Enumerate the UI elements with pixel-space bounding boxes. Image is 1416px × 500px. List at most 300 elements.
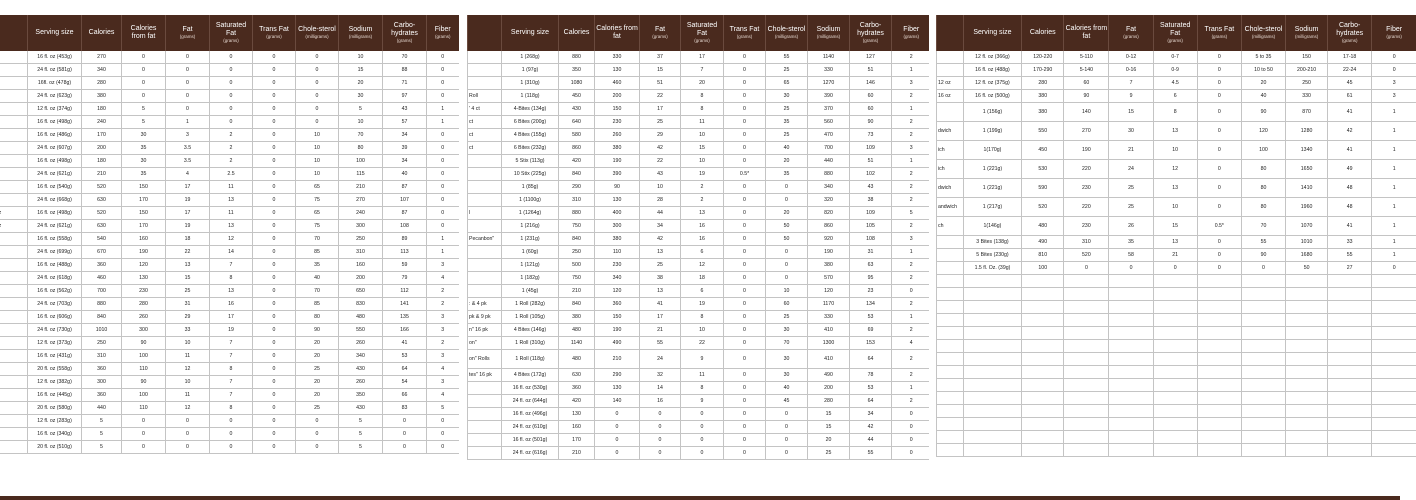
nutrient-value-cell bbox=[1153, 327, 1197, 340]
nutrient-value-cell: 80 bbox=[1241, 179, 1285, 198]
nutrient-value-cell: 380 bbox=[82, 90, 122, 103]
nutrient-value-cell: 51 bbox=[850, 64, 892, 77]
table-row bbox=[937, 198, 1416, 217]
nutrient-value-cell: 20 bbox=[1241, 77, 1285, 90]
table-row bbox=[937, 366, 1416, 379]
nutrient-value-cell: 0 bbox=[253, 272, 296, 285]
nutrient-value-cell: 38 bbox=[850, 194, 892, 207]
nutrient-value-cell: 25 bbox=[296, 363, 339, 376]
table-row bbox=[0, 142, 459, 155]
column-header-label: Saturated Fat bbox=[215, 22, 247, 37]
item-name-cell bbox=[937, 262, 964, 275]
table-row bbox=[937, 275, 1416, 288]
column-header bbox=[850, 15, 892, 51]
nutrient-value-cell: 3 bbox=[427, 259, 459, 272]
nutrient-value-cell: 0 bbox=[253, 285, 296, 298]
nutrient-value-cell: 1 bbox=[427, 246, 459, 259]
item-name-cell: ct bbox=[468, 142, 502, 155]
serving-size-cell: 1 Roll (105g) bbox=[502, 311, 559, 324]
serving-size-cell: 16 fl. oz (562g) bbox=[28, 285, 82, 298]
nutrient-value-cell bbox=[1241, 288, 1285, 301]
nutrient-value-cell: 8 bbox=[681, 103, 724, 116]
nutrient-value-cell: 0 bbox=[724, 103, 766, 116]
item-name-cell bbox=[937, 405, 964, 418]
nutrient-value-cell: 0 bbox=[766, 246, 808, 259]
column-header bbox=[1153, 15, 1197, 51]
nutrient-value-cell: 0 bbox=[724, 434, 766, 447]
nutrient-value-cell: 58 bbox=[1109, 249, 1153, 262]
nutrient-value-cell: 35 bbox=[766, 116, 808, 129]
nutrient-value-cell bbox=[1064, 379, 1109, 392]
serving-size-cell: 4 Bites (155g) bbox=[502, 129, 559, 142]
nutrient-value-cell: 200 bbox=[339, 272, 383, 285]
nutrient-value-cell bbox=[1022, 431, 1064, 444]
nutrient-value-cell: 1960 bbox=[1286, 198, 1328, 217]
nutrient-value-cell: 87 bbox=[383, 207, 427, 220]
nutrient-value-cell bbox=[1328, 275, 1372, 288]
item-name-cell bbox=[0, 90, 28, 103]
nutrient-value-cell: 107 bbox=[383, 194, 427, 207]
nutrient-value-cell: 50 bbox=[1286, 262, 1328, 275]
nutrient-value-cell bbox=[1064, 288, 1109, 301]
nutrient-value-cell: 8 bbox=[210, 363, 253, 376]
item-name-cell: ch bbox=[937, 217, 964, 236]
table-row bbox=[937, 179, 1416, 198]
item-name-cell: ich bbox=[937, 141, 964, 160]
nutrient-value-cell: 0 bbox=[253, 116, 296, 129]
nutrient-value-cell bbox=[1241, 392, 1285, 405]
nutrient-value-cell bbox=[1372, 275, 1416, 288]
serving-size-cell bbox=[963, 366, 1022, 379]
nutrient-value-cell bbox=[1372, 340, 1416, 353]
nutrient-value-cell: 230 bbox=[595, 116, 640, 129]
item-name-cell bbox=[468, 434, 502, 447]
nutrient-value-cell: 75 bbox=[296, 220, 339, 233]
nutrient-value-cell: 0 bbox=[166, 428, 210, 441]
nutrient-value-cell: 20 bbox=[296, 350, 339, 363]
nutrient-value-cell bbox=[1197, 275, 1241, 288]
nutrient-value-cell: 1 bbox=[1372, 141, 1416, 160]
column-header bbox=[0, 15, 28, 51]
nutrient-value-cell: 4.5 bbox=[1153, 77, 1197, 90]
nutrient-value-cell bbox=[1064, 275, 1109, 288]
nutrient-value-cell: 0.5* bbox=[724, 168, 766, 181]
nutrient-value-cell: 14 bbox=[640, 382, 681, 395]
nutrient-value-cell: 40 bbox=[766, 142, 808, 155]
nutrient-value-cell bbox=[1153, 392, 1197, 405]
nutrient-value-cell: 141 bbox=[383, 298, 427, 311]
nutrient-value-cell bbox=[1197, 327, 1241, 340]
nutrient-value-cell: 190 bbox=[122, 246, 166, 259]
nutrient-value-cell: 1 bbox=[892, 246, 931, 259]
nutrient-value-cell: 8 bbox=[681, 382, 724, 395]
serving-size-cell: 24 fl. oz (581g) bbox=[28, 64, 82, 77]
nutrient-value-cell: 35 bbox=[122, 168, 166, 181]
nutrient-value-cell: 10 bbox=[681, 155, 724, 168]
column-header bbox=[1064, 15, 1109, 51]
nutrient-value-cell: 310 bbox=[339, 246, 383, 259]
nutrient-value-cell: 19 bbox=[166, 194, 210, 207]
nutrient-value-cell: 450 bbox=[559, 90, 595, 103]
table-row bbox=[0, 233, 459, 246]
nutrient-value-cell: 520 bbox=[1022, 198, 1064, 217]
item-name-cell bbox=[0, 168, 28, 181]
column-header bbox=[808, 15, 850, 51]
serving-size-cell bbox=[963, 301, 1022, 314]
nutrient-value-cell: 25 bbox=[766, 129, 808, 142]
nutrient-value-cell: 17 bbox=[166, 181, 210, 194]
nutrient-value-cell: 0 bbox=[253, 168, 296, 181]
nutrient-value-cell: 0 bbox=[724, 64, 766, 77]
nutrient-value-cell: 530 bbox=[1022, 160, 1064, 179]
nutrient-value-cell: 0 bbox=[724, 259, 766, 272]
table-row bbox=[937, 217, 1416, 236]
nutrient-value-cell: 190 bbox=[1064, 141, 1109, 160]
serving-size-cell: 1(146g) bbox=[963, 217, 1022, 236]
column-header-label: Chole-sterol bbox=[298, 26, 336, 33]
nutrient-value-cell: 8 bbox=[681, 311, 724, 324]
nutrient-value-cell bbox=[1022, 301, 1064, 314]
item-name-cell bbox=[0, 181, 28, 194]
nutrient-value-cell bbox=[1286, 353, 1328, 366]
serving-size-cell: 1 Roll (310g) bbox=[502, 337, 559, 350]
column-header-unit: (grams) bbox=[694, 38, 710, 43]
column-header-label: Sodium bbox=[1294, 26, 1319, 33]
nutrient-value-cell: 520 bbox=[1064, 249, 1109, 262]
table-row bbox=[468, 285, 931, 298]
nutrient-value-cell: 55 bbox=[850, 447, 892, 460]
nutrient-value-cell: 1010 bbox=[82, 324, 122, 337]
table-row bbox=[0, 194, 459, 207]
nutrient-value-cell: 0 bbox=[122, 90, 166, 103]
item-name-cell: ' 4 ct bbox=[468, 103, 502, 116]
nutrient-value-cell: 320 bbox=[808, 194, 850, 207]
column-header bbox=[122, 15, 166, 51]
nutrient-value-cell: 340 bbox=[595, 272, 640, 285]
serving-size-cell: 24 fl. oz (644g) bbox=[502, 395, 559, 408]
table-row bbox=[468, 129, 931, 142]
column-header-label: Carbo-hydrates bbox=[1336, 22, 1364, 37]
nutrient-value-cell: 0 bbox=[892, 285, 931, 298]
nutrient-value-cell: 0 bbox=[253, 376, 296, 389]
item-name-cell bbox=[0, 272, 28, 285]
nutrient-value-cell: 5 bbox=[82, 415, 122, 428]
nutrient-value-cell bbox=[1372, 431, 1416, 444]
table-row bbox=[0, 428, 459, 441]
item-name-cell bbox=[0, 220, 28, 233]
serving-size-cell: 20 fl. oz (558g) bbox=[28, 363, 82, 376]
nutrient-value-cell: 48 bbox=[1328, 179, 1372, 198]
nutrient-value-cell: 0 bbox=[253, 90, 296, 103]
serving-size-cell: 12 fl. oz (382g) bbox=[28, 376, 82, 389]
nutrient-value-cell: 10 bbox=[166, 337, 210, 350]
table-row bbox=[0, 155, 459, 168]
nutrient-value-cell: 15 bbox=[808, 421, 850, 434]
column-header-label: Calories from fat bbox=[596, 25, 638, 40]
nutrient-value-cell: 0 bbox=[724, 337, 766, 350]
serving-size-cell: 1 (156g) bbox=[963, 103, 1022, 122]
column-header-label: Calories from fat bbox=[130, 25, 157, 40]
nutrient-value-cell bbox=[1197, 444, 1241, 457]
nutrient-value-cell: 43 bbox=[383, 103, 427, 116]
nutrient-value-cell: 460 bbox=[595, 77, 640, 90]
nutrition-panel-middle bbox=[468, 15, 931, 464]
table-row bbox=[0, 389, 459, 402]
nutrient-value-cell: 109 bbox=[850, 142, 892, 155]
nutrient-value-cell: 430 bbox=[339, 363, 383, 376]
nutrient-value-cell: 330 bbox=[1286, 90, 1328, 103]
nutrient-value-cell: 130 bbox=[595, 194, 640, 207]
nutrient-value-cell: 260 bbox=[122, 311, 166, 324]
table-row bbox=[468, 64, 931, 77]
nutrient-value-cell: 3 bbox=[892, 77, 931, 90]
nutrient-value-cell: 0 bbox=[296, 415, 339, 428]
nutrient-value-cell: 340 bbox=[808, 181, 850, 194]
nutrient-value-cell bbox=[1153, 340, 1197, 353]
item-name-cell bbox=[0, 415, 28, 428]
nutrient-value-cell: 37 bbox=[640, 51, 681, 64]
nutrient-value-cell: 50 bbox=[766, 233, 808, 246]
table-row bbox=[0, 402, 459, 415]
serving-size-cell: 1.5 fl. Oz. (39g) bbox=[963, 262, 1022, 275]
nutrient-value-cell bbox=[1286, 379, 1328, 392]
table-row bbox=[937, 327, 1416, 340]
nutrient-value-cell: 41 bbox=[1328, 141, 1372, 160]
nutrient-value-cell: 1 bbox=[892, 382, 931, 395]
nutrient-value-cell: 0 bbox=[724, 220, 766, 233]
nutrient-value-cell: 3 bbox=[892, 142, 931, 155]
column-header-unit: (milligrams) bbox=[1294, 34, 1319, 39]
nutrient-value-cell bbox=[1328, 418, 1372, 431]
nutrient-value-cell: 0 bbox=[253, 259, 296, 272]
nutrient-value-cell: 880 bbox=[82, 298, 122, 311]
table-row bbox=[468, 350, 931, 369]
nutrient-value-cell: 840 bbox=[82, 311, 122, 324]
nutrient-value-cell: 4 bbox=[427, 272, 459, 285]
nutrient-value-cell: 200 bbox=[808, 382, 850, 395]
nutrient-value-cell: 9 bbox=[1109, 90, 1153, 103]
nutrient-value-cell: 700 bbox=[808, 142, 850, 155]
item-name-cell: dwich bbox=[937, 179, 964, 198]
nutrient-value-cell: 30 bbox=[766, 324, 808, 337]
nutrient-value-cell: 2 bbox=[892, 181, 931, 194]
nutrient-value-cell: 166 bbox=[383, 324, 427, 337]
nutrient-value-cell: 1300 bbox=[808, 337, 850, 350]
column-header-unit: (grams) bbox=[903, 34, 919, 39]
nutrient-value-cell: 0 bbox=[724, 233, 766, 246]
nutrient-value-cell: 10 bbox=[681, 129, 724, 142]
nutrient-value-cell bbox=[1197, 340, 1241, 353]
nutrient-value-cell: 5 to 35 bbox=[1241, 51, 1285, 64]
nutrient-value-cell: 0 bbox=[766, 194, 808, 207]
nutrient-value-cell: 13 bbox=[210, 194, 253, 207]
serving-size-cell: 16 fl. oz (340g) bbox=[28, 428, 82, 441]
nutrient-value-cell: 135 bbox=[383, 311, 427, 324]
nutrient-value-cell: 3 bbox=[427, 324, 459, 337]
nutrient-value-cell: 310 bbox=[1064, 236, 1109, 249]
nutrient-value-cell: 31 bbox=[166, 298, 210, 311]
item-name-cell bbox=[937, 379, 964, 392]
nutrient-value-cell: 25 bbox=[166, 285, 210, 298]
nutrient-value-cell: 55 bbox=[766, 51, 808, 64]
nutrient-value-cell: 25 bbox=[766, 103, 808, 116]
item-name-cell bbox=[937, 444, 964, 457]
item-name-cell bbox=[0, 350, 28, 363]
serving-size-cell: 6 Bites (232g) bbox=[502, 142, 559, 155]
nutrient-value-cell: 70 bbox=[1241, 217, 1285, 236]
column-header-label: Serving size bbox=[510, 29, 550, 36]
nutrient-value-cell: 180 bbox=[82, 155, 122, 168]
nutrient-value-cell: 0 bbox=[253, 363, 296, 376]
nutrient-value-cell: 20 bbox=[296, 376, 339, 389]
nutrient-value-cell: 2 bbox=[681, 181, 724, 194]
column-header bbox=[1372, 15, 1416, 51]
item-name-cell: : & 4 pk bbox=[468, 298, 502, 311]
serving-size-cell: 16 fl. oz (606g) bbox=[28, 311, 82, 324]
nutrient-value-cell: 34 bbox=[383, 129, 427, 142]
nutrient-value-cell bbox=[1022, 327, 1064, 340]
nutrient-value-cell: 300 bbox=[82, 376, 122, 389]
serving-size-cell: 1 (310g) bbox=[502, 77, 559, 90]
item-name-cell bbox=[468, 395, 502, 408]
nutrient-value-cell: 11 bbox=[210, 181, 253, 194]
item-name-cell bbox=[937, 340, 964, 353]
item-name-cell bbox=[0, 324, 28, 337]
table-row bbox=[937, 262, 1416, 275]
nutrient-value-cell: 0 bbox=[210, 428, 253, 441]
nutrient-value-cell: 17 bbox=[681, 51, 724, 64]
nutrient-value-cell: 240 bbox=[339, 207, 383, 220]
nutrient-value-cell bbox=[1328, 301, 1372, 314]
item-name-cell bbox=[0, 402, 28, 415]
nutrient-value-cell bbox=[1372, 301, 1416, 314]
nutrient-value-cell: 35 bbox=[766, 168, 808, 181]
nutrient-value-cell: 120 bbox=[595, 285, 640, 298]
nutrient-value-cell: 120 bbox=[122, 259, 166, 272]
item-name-cell bbox=[937, 366, 964, 379]
nutrient-value-cell bbox=[1286, 418, 1328, 431]
nutrient-value-cell bbox=[1153, 444, 1197, 457]
nutrient-value-cell: 12 bbox=[210, 233, 253, 246]
item-name-cell bbox=[0, 233, 28, 246]
nutrient-value-cell: 64 bbox=[850, 395, 892, 408]
nutrient-value-cell bbox=[1328, 288, 1372, 301]
column-header-label: Carbo-hydrates bbox=[391, 22, 418, 37]
item-name-cell bbox=[937, 249, 964, 262]
nutrient-value-cell: 110 bbox=[595, 246, 640, 259]
serving-size-cell: 24 fl. oz (703g) bbox=[28, 298, 82, 311]
serving-size-cell bbox=[963, 340, 1022, 353]
nutrient-value-cell: 670 bbox=[82, 246, 122, 259]
nutrient-value-cell: 490 bbox=[1022, 236, 1064, 249]
nutrient-value-cell: 0 bbox=[1372, 51, 1416, 64]
nutrient-value-cell: 0 bbox=[427, 129, 459, 142]
nutrient-value-cell: 220 bbox=[1064, 198, 1109, 217]
nutrient-value-cell bbox=[1022, 353, 1064, 366]
nutrient-value-cell: 0 bbox=[253, 441, 296, 454]
serving-size-cell: 12 fl. oz (373g) bbox=[28, 337, 82, 350]
nutrient-value-cell: 330 bbox=[595, 51, 640, 64]
nutrient-value-cell: 360 bbox=[82, 363, 122, 376]
table-row bbox=[0, 51, 459, 64]
item-name-cell bbox=[0, 428, 28, 441]
nutrient-value-cell: 3 bbox=[1372, 77, 1416, 90]
nutrient-value-cell bbox=[1197, 288, 1241, 301]
item-name-cell bbox=[0, 376, 28, 389]
nutrient-value-cell: 70 bbox=[766, 337, 808, 350]
nutrient-value-cell: 360 bbox=[82, 259, 122, 272]
nutrient-value-cell: 0 bbox=[296, 51, 339, 64]
nutrient-value-cell bbox=[1241, 379, 1285, 392]
nutrient-value-cell bbox=[1372, 366, 1416, 379]
serving-size-cell: 12 fl. oz (366g) bbox=[963, 51, 1022, 64]
table-row bbox=[468, 168, 931, 181]
nutrient-value-cell: 0 bbox=[253, 64, 296, 77]
nutrient-value-cell: 0 bbox=[253, 77, 296, 90]
nutrient-value-cell: 0 bbox=[427, 441, 459, 454]
table-row bbox=[0, 363, 459, 376]
serving-size-cell: 16 fl. oz (498g) bbox=[28, 155, 82, 168]
table-row bbox=[0, 311, 459, 324]
nutrient-value-cell: 0 bbox=[296, 441, 339, 454]
table-row bbox=[468, 246, 931, 259]
serving-size-cell: 24 fl. oz (616g) bbox=[502, 447, 559, 460]
nutrient-value-cell: 7 bbox=[210, 376, 253, 389]
nutrient-value-cell: 240 bbox=[82, 116, 122, 129]
nutrient-value-cell: 840 bbox=[559, 298, 595, 311]
nutrient-value-cell: 4 bbox=[427, 389, 459, 402]
column-header-unit: (grams) bbox=[1211, 34, 1228, 39]
item-name-cell bbox=[468, 272, 502, 285]
nutrient-value-cell: 2 bbox=[427, 298, 459, 311]
nutrient-value-cell: 26 bbox=[1109, 217, 1153, 236]
serving-size-cell: 24 fl. oz (668g) bbox=[28, 194, 82, 207]
nutrient-value-cell: 230 bbox=[122, 285, 166, 298]
table-row bbox=[468, 233, 931, 246]
serving-size-cell: 1 Roll (282g) bbox=[502, 298, 559, 311]
nutrient-value-cell: 190 bbox=[808, 246, 850, 259]
nutrient-value-cell bbox=[1064, 353, 1109, 366]
nutrient-value-cell: 80 bbox=[339, 142, 383, 155]
serving-size-cell: 16 fl. oz (496g) bbox=[502, 408, 559, 421]
nutrient-value-cell: 0 bbox=[724, 324, 766, 337]
nutrient-value-cell bbox=[1022, 340, 1064, 353]
nutrient-value-cell: 700 bbox=[82, 285, 122, 298]
item-name-cell: on" Rolls bbox=[468, 350, 502, 369]
item-name-cell bbox=[0, 311, 28, 324]
nutrition-table bbox=[467, 15, 931, 460]
nutrient-value-cell: 25 bbox=[640, 116, 681, 129]
serving-size-cell: 1 (182g) bbox=[502, 272, 559, 285]
table-row bbox=[0, 272, 459, 285]
nutrient-value-cell: 0 bbox=[122, 428, 166, 441]
column-header bbox=[296, 15, 339, 51]
nutrient-value-cell: 7 bbox=[210, 337, 253, 350]
nutrient-value-cell bbox=[1328, 392, 1372, 405]
nutrient-value-cell: 0 bbox=[1064, 262, 1109, 275]
table-row bbox=[468, 408, 931, 421]
item-name-cell bbox=[0, 389, 28, 402]
nutrient-value-cell: 0 bbox=[1241, 262, 1285, 275]
nutrient-value-cell: 440 bbox=[808, 155, 850, 168]
nutrient-value-cell: 44 bbox=[850, 434, 892, 447]
serving-size-cell: 1 (231g) bbox=[502, 233, 559, 246]
nutrient-value-cell: 49 bbox=[1328, 160, 1372, 179]
column-header bbox=[963, 15, 1022, 51]
column-header bbox=[468, 15, 502, 51]
nutrient-value-cell: 90 bbox=[1241, 103, 1285, 122]
nutrient-value-cell: 22 bbox=[640, 155, 681, 168]
